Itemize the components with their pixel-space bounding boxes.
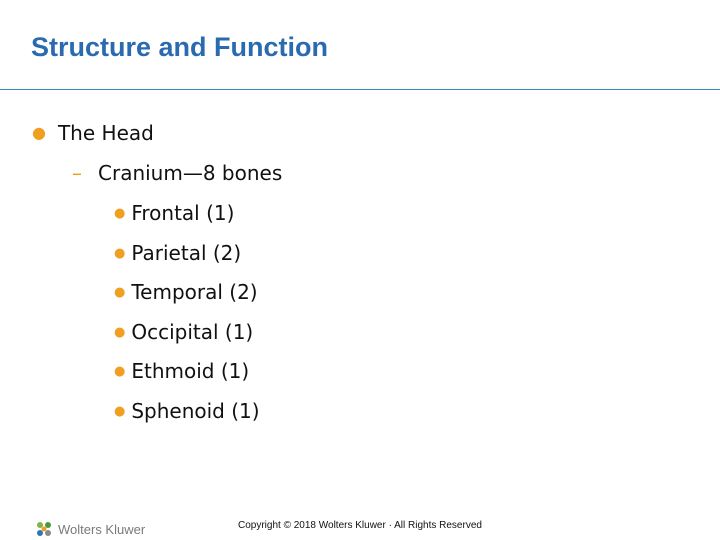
bone-item-text: Temporal (2) [131, 280, 258, 304]
bone-item-text: Parietal (2) [131, 241, 242, 265]
sub-bullet-cranium-text: Cranium—8 bones [98, 161, 283, 185]
bone-item-text: Occipital (1) [131, 320, 254, 344]
bullet-head [32, 121, 154, 145]
bullet-icon: ● [32, 123, 46, 142]
bullet-head-text: The Head [57, 121, 154, 145]
dash-icon: – [72, 161, 82, 185]
copyright-notice: Copyright © 2018 Wolters Kluwer · All Rights Reserved [238, 520, 482, 531]
brand-name: Wolters Kluwer [58, 521, 146, 537]
brand-logo [34, 519, 145, 539]
bone-item-text: Sphenoid (1) [131, 399, 260, 423]
bone-item [114, 359, 249, 383]
bone-item-text: Frontal (1) [131, 201, 235, 225]
bullet-icon: ● [114, 404, 126, 419]
title-divider [0, 89, 720, 90]
bone-item [114, 399, 260, 423]
bullet-icon: ● [114, 364, 126, 379]
bullet-icon: ● [114, 285, 126, 300]
bone-item [114, 280, 258, 304]
bone-item [114, 201, 234, 225]
wolters-kluwer-logo-icon [34, 519, 54, 539]
bone-item [114, 320, 253, 344]
slide-title: Structure and Function [31, 32, 328, 62]
bone-item-text: Ethmoid (1) [131, 359, 250, 383]
sub-bullet-cranium [72, 161, 282, 185]
bullet-icon: ● [114, 325, 126, 340]
bullet-icon: ● [114, 246, 126, 261]
bullet-icon: ● [114, 206, 126, 221]
bone-item [114, 241, 241, 265]
